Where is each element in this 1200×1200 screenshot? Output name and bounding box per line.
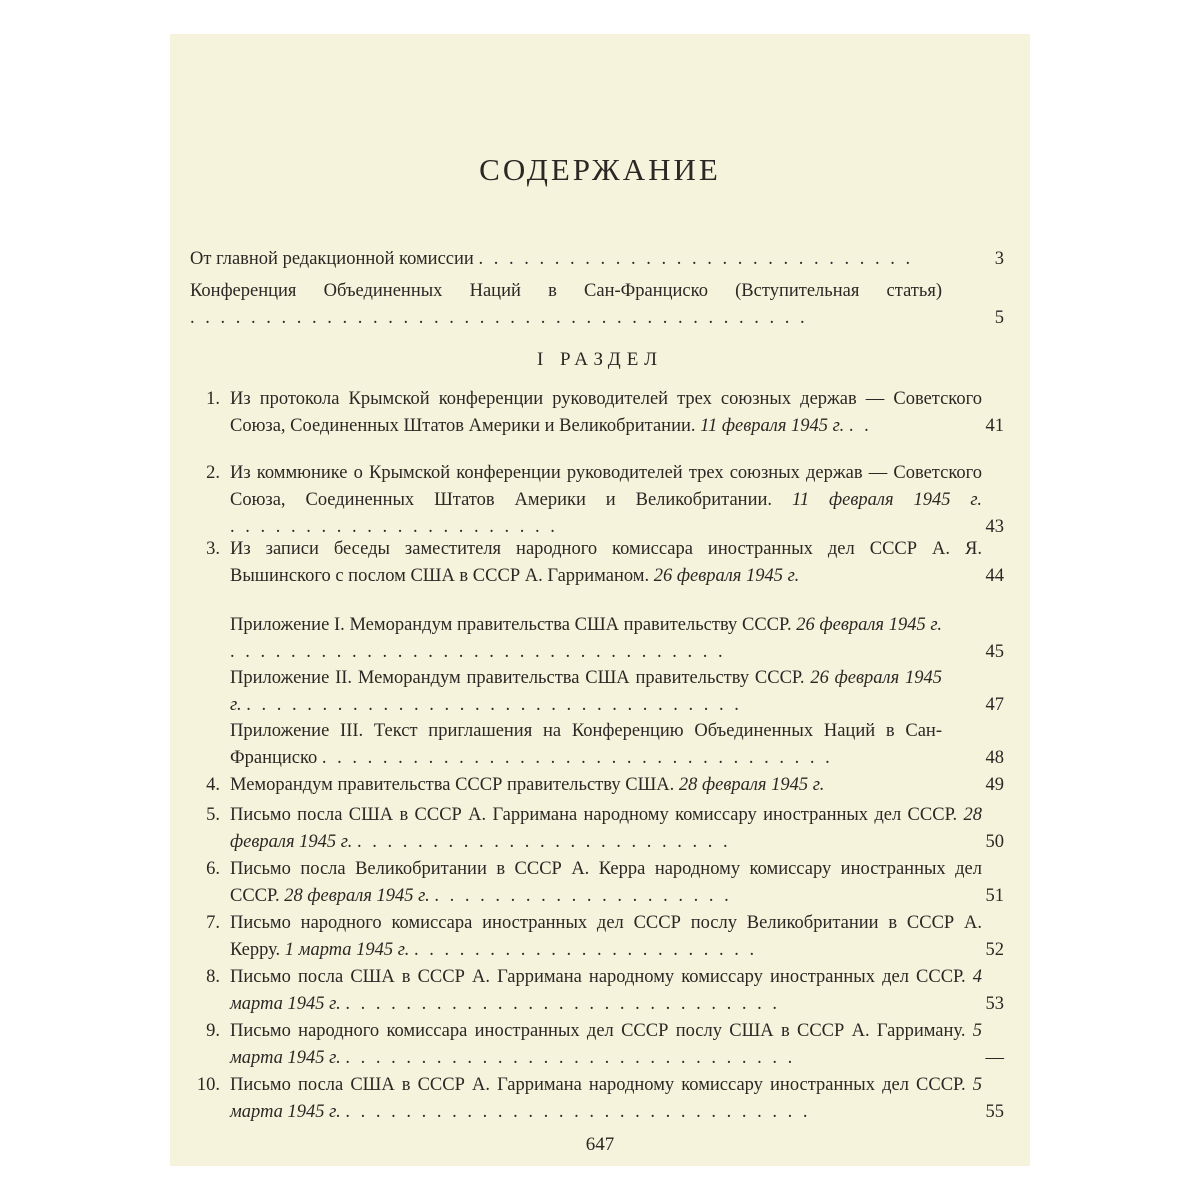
toc-entry-date: 28 февраля 1945 г. — [230, 805, 983, 852]
toc-entry-10 — [196, 1072, 1030, 1126]
toc-entry-front-1 — [190, 246, 1030, 273]
toc-entry-appendix-3 — [230, 718, 1030, 772]
toc-page-number: 49 — [985, 775, 1004, 795]
dot-leader: . . . . . . . . . . . . . . . . . . . . . . . . . . . . . . . . . — [246, 695, 742, 715]
toc-entry-date: 1 марта 1945 г. — [284, 940, 410, 960]
toc-entry-date: 28 февраля 1945 г. — [284, 886, 430, 906]
toc-entry-date: 11 февраля 1945 г. — [700, 416, 845, 436]
toc-entry-2 — [206, 460, 1030, 541]
book-page — [170, 34, 1030, 1166]
toc-entry-number: 10. — [196, 1075, 220, 1095]
toc-entry-number: 6. — [206, 859, 220, 879]
toc-entry-text: Письмо народного комиссара иностранных дел СССР послу Великобритании в СССР А. Керру. — [230, 913, 982, 960]
toc-entry-text: Приложение II. Меморандум правительства США правительству СССР. — [230, 668, 805, 688]
dot-leader: . . . . . . . . . . . . . . . . . . . . . . . — [414, 940, 758, 960]
toc-entry-8 — [206, 964, 1030, 1018]
dot-leader: . . . . . . . . . . . . . . . . . . . . . . . . . . . . . . . . . . . . . . . . . — [190, 308, 808, 328]
toc-entry-1 — [206, 386, 1030, 440]
toc-entry-text: Письмо посла США в СССР А. Гарримана народному комиссару иностранных дел СССР. — [230, 967, 966, 987]
toc-entry-5 — [206, 802, 1030, 856]
dot-leader: . . . . . . . . . . . . . . . . . . . . . . . . . — [357, 832, 731, 852]
toc-page-number: 3 — [994, 249, 1004, 269]
toc-entry-date: 26 февраля 1945 г. — [230, 668, 943, 715]
toc-entry-text: Из коммюнике о Крымской конференции руководителей трех союзных держав — Советского Союза, Соединенных Штатов Америки и Великобритании. — [230, 463, 982, 510]
toc-entry-text: Приложение I. Меморандум правительства США правительству СССР. — [230, 615, 792, 635]
page-number: 647 — [585, 1134, 615, 1155]
toc-entry-date: 26 февраля 1945 г. — [796, 615, 942, 635]
toc-entry-number: 5. — [206, 805, 220, 825]
toc-entry-text: Из записи беседы заместителя народного комиссара иностранных дел СССР А. Я. Вышинского с послом США в СССР А. Гарриманом. — [230, 539, 982, 586]
toc-entry-text: Конференция Объединенных Наций в Сан-Франциско (Вступительная статья) — [190, 281, 942, 301]
dot-leader: . . . . . . . . . . . . . . . . . . . . . . . . . . . . . . . — [345, 1102, 811, 1122]
toc-entry-4 — [206, 772, 1030, 799]
toc-entry-date: 26 февраля 1945 г. — [653, 566, 800, 586]
page-title: СОДЕРЖАНИЕ — [479, 152, 721, 187]
toc-entry-6 — [206, 856, 1030, 910]
toc-entry-text: Письмо посла США в СССР А. Гарримана народному комиссару иностранных дел СССР. — [230, 805, 958, 825]
toc-entry-front-2 — [190, 278, 1030, 332]
dot-leader: . . . . . . . . . . . . . . . . . . . . . . — [230, 517, 558, 537]
toc-page-number: 53 — [985, 994, 1004, 1014]
toc-entry-3 — [206, 536, 1030, 590]
toc-entry-number: 8. — [206, 967, 220, 987]
toc-entry-date: 28 февраля 1945 г. — [678, 775, 825, 795]
toc-page-number: 45 — [985, 642, 1004, 662]
toc-page-number: 51 — [985, 886, 1004, 906]
toc-entry-text: Письмо народного комиссара иностранных дел СССР послу США в СССР А. Гарриману. — [230, 1021, 966, 1041]
toc-entry-date: 11 февраля 1945 г. — [791, 490, 982, 510]
toc-page-number: 5 — [994, 308, 1004, 328]
toc-page-number: 52 — [985, 940, 1004, 960]
dot-leader: . . . . . . . . . . . . . . . . . . . . . . . . . . . . . . . . . . — [321, 748, 833, 768]
toc-entry-text: Меморандум правительства СССР правительству США. — [230, 775, 675, 795]
toc-page-number: 48 — [985, 748, 1004, 768]
toc-page-number: 47 — [985, 695, 1004, 715]
toc-entry-number: 1. — [206, 389, 220, 409]
dot-leader: . . . . . . . . . . . . . . . . . . . . . . . . . . . . . — [478, 249, 914, 269]
toc-entry-number: 7. — [206, 913, 220, 933]
toc-entry-text: Из протокола Крымской конференции руководителей трех союзных держав — Советского Союза, Соединенных Штатов Америки и Великобритании. — [230, 389, 982, 436]
dot-leader: . . . . . . . . . . . . . . . . . . . . — [434, 886, 732, 906]
toc-entry-date: 4 марта 1945 г. — [230, 967, 982, 1014]
toc-entry-number: 9. — [206, 1021, 220, 1041]
toc-entry-number: 3. — [206, 539, 220, 559]
toc-page-number: 44 — [985, 566, 1004, 586]
toc-page-number: 55 — [985, 1102, 1004, 1122]
toc-page-number: 50 — [985, 832, 1004, 852]
dot-leader: . . . . . . . . . . . . . . . . . . . . . . . . . . . . . . — [345, 1048, 796, 1068]
toc-entry-date: 5 марта 1945 г. — [230, 1075, 982, 1122]
toc-entry-text: Приложение III. Текст приглашения на Конференцию Объединенных Наций в Сан-Франциско — [230, 721, 942, 768]
section-heading: I РАЗДЕЛ — [536, 349, 664, 370]
toc-entry-number: 2. — [206, 463, 220, 483]
toc-entry-text: Письмо посла Великобритании в СССР А. Керра народному комиссару иностранных дел СССР. — [230, 859, 982, 906]
toc-entry-7 — [206, 910, 1030, 964]
toc-entry-date: 5 марта 1945 г. — [230, 1021, 983, 1068]
dot-leader: . . . . . . . . . . . . . . . . . . . . . . . . . . . . . — [345, 994, 780, 1014]
toc-page-number: 41 — [985, 416, 1004, 436]
toc-page-number: — — [985, 1048, 1004, 1068]
toc-entry-appendix-2 — [230, 665, 1030, 719]
toc-page-number: 43 — [985, 517, 1004, 537]
dot-leader: . . — [848, 416, 872, 436]
toc-entry-9 — [206, 1018, 1030, 1072]
dot-leader: . . . . . . . . . . . . . . . . . . . . . . . . . . . . . . . . . — [230, 642, 726, 662]
toc-entry-appendix-1 — [230, 612, 1030, 666]
toc-entry-number: 4. — [206, 775, 220, 795]
toc-entry-text: Письмо посла США в СССР А. Гарримана народному комиссару иностранных дел СССР. — [230, 1075, 966, 1095]
toc-entry-text: От главной редакционной комиссии — [190, 249, 474, 269]
